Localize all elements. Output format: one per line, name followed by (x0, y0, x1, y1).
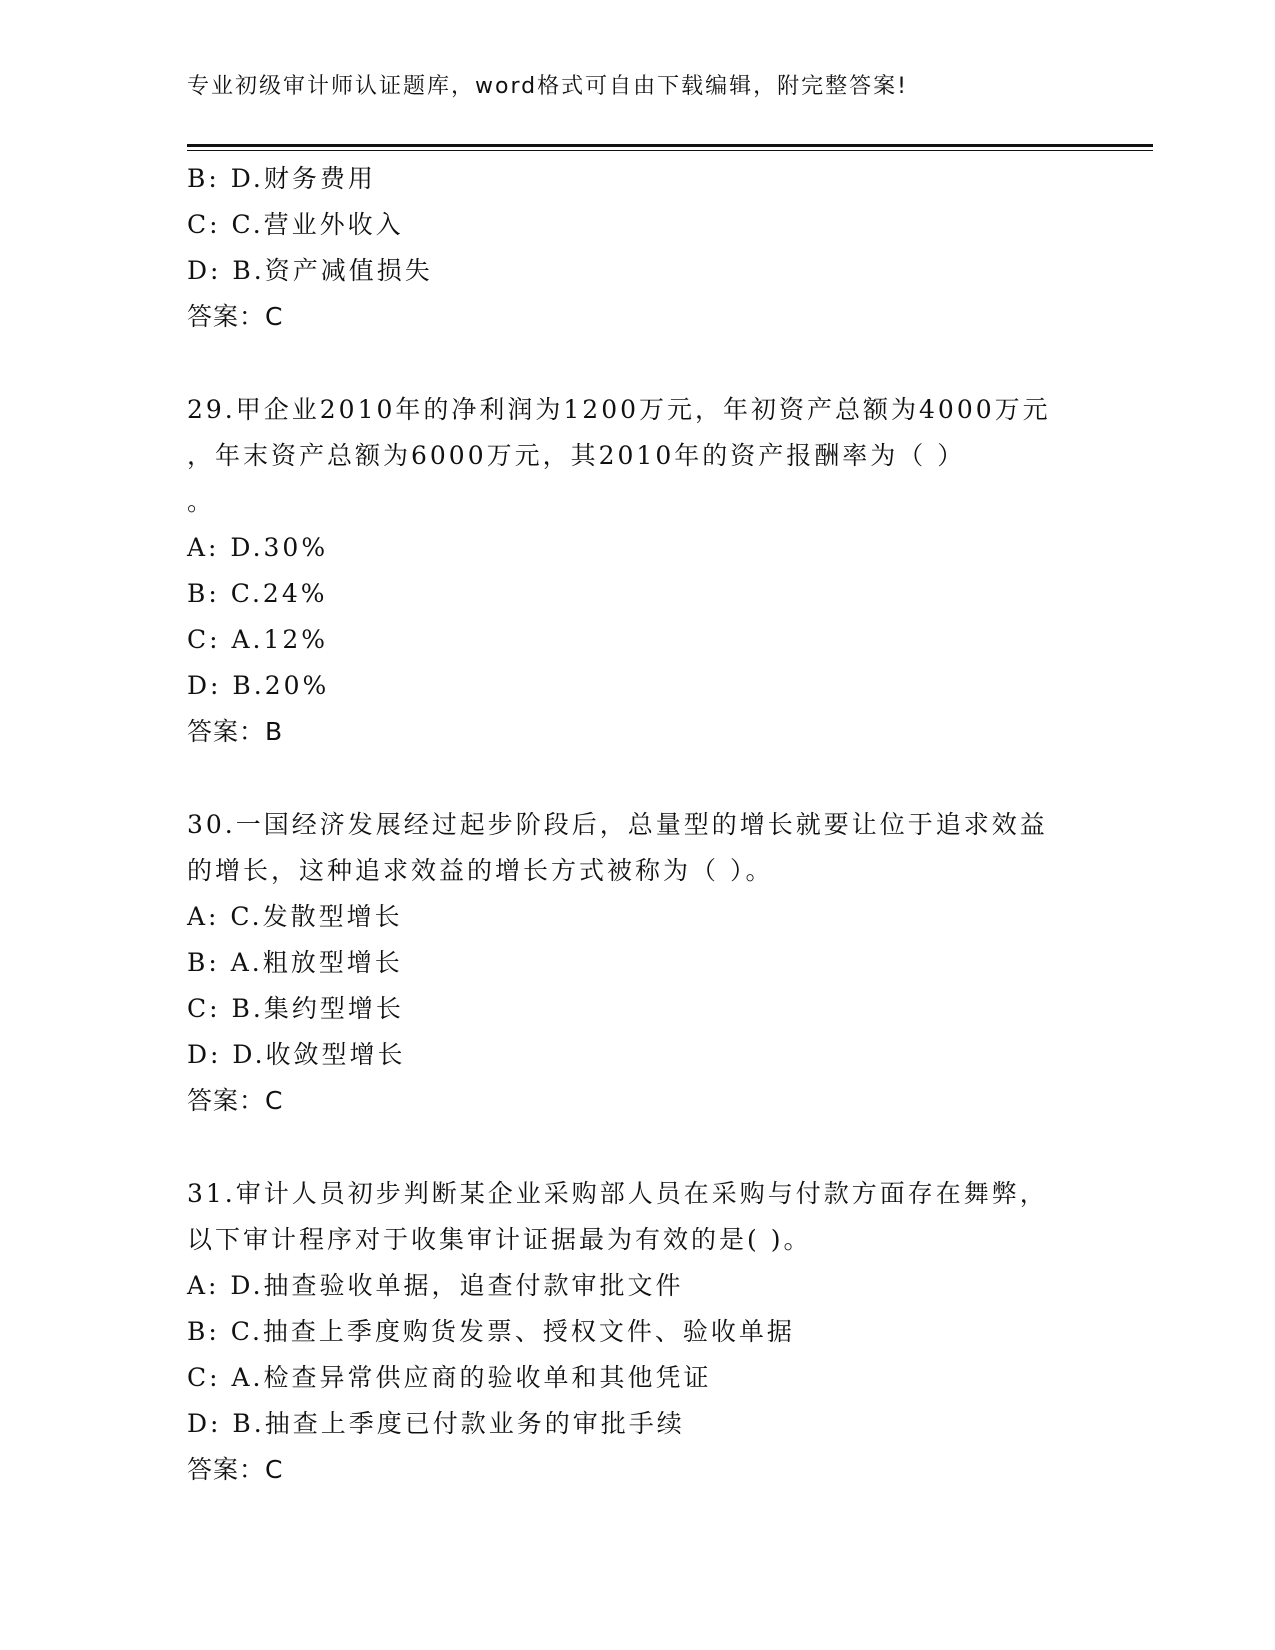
question-text-line: 以下审计程序对于收集审计证据最为有效的是( )。 (187, 1225, 812, 1254)
header-rule-thin (187, 150, 1153, 151)
document-body (187, 156, 1087, 1493)
previous-question-tail (187, 156, 1087, 340)
option-c: C: C.营业外收入 (187, 210, 404, 239)
option-d: D: D.收敛型增长 (187, 1040, 406, 1069)
question-text-line: 的增长，这种追求效益的增长方式被称为（ ）。 (187, 856, 774, 885)
header-rule-thick (187, 144, 1153, 147)
page-header: 专业初级审计师认证题库，word格式可自由下载编辑，附完整答案! (187, 74, 908, 99)
option-b: B: D.财务费用 (187, 164, 376, 193)
answer: 答案：C (187, 302, 284, 331)
option-b: B: A.粗放型增长 (187, 948, 403, 977)
question-30 (187, 802, 1087, 1124)
option-b: B: C.抽查上季度购货发票、授权文件、验收单据 (187, 1317, 795, 1346)
question-29 (187, 387, 1087, 755)
question-text-line: 。 (187, 487, 216, 516)
question-text-line: 30.一国经济发展经过起步阶段后，总量型的增长就要让位于追求效益 (187, 810, 1048, 839)
question-text-line: ，年末资产总额为6000万元，其2010年的资产报酬率为（ ） (187, 441, 966, 470)
answer: 答案：B (187, 717, 284, 746)
option-b: B: C.24% (187, 579, 328, 608)
option-c: C: A.12% (187, 625, 329, 654)
answer: 答案：C (187, 1086, 284, 1115)
question-text-line: 31.审计人员初步判断某企业采购部人员在采购与付款方面存在舞弊， (187, 1179, 1048, 1208)
option-c: C: B.集约型增长 (187, 994, 404, 1023)
answer: 答案：C (187, 1455, 284, 1484)
option-d: D: B.抽查上季度已付款业务的审批手续 (187, 1409, 685, 1438)
option-c: C: A.检查异常供应商的验收单和其他凭证 (187, 1363, 712, 1392)
option-a: A: C.发散型增长 (187, 902, 403, 931)
option-d: D: B.资产减值损失 (187, 256, 433, 285)
option-a: A: D.30% (187, 533, 329, 562)
question-31 (187, 1171, 1087, 1493)
option-a: A: D.抽查验收单据，追查付款审批文件 (187, 1271, 684, 1300)
question-text-line: 29.甲企业2010年的净利润为1200万元，年初资产总额为4000万元 (187, 395, 1051, 424)
option-d: D: B.20% (187, 671, 330, 700)
